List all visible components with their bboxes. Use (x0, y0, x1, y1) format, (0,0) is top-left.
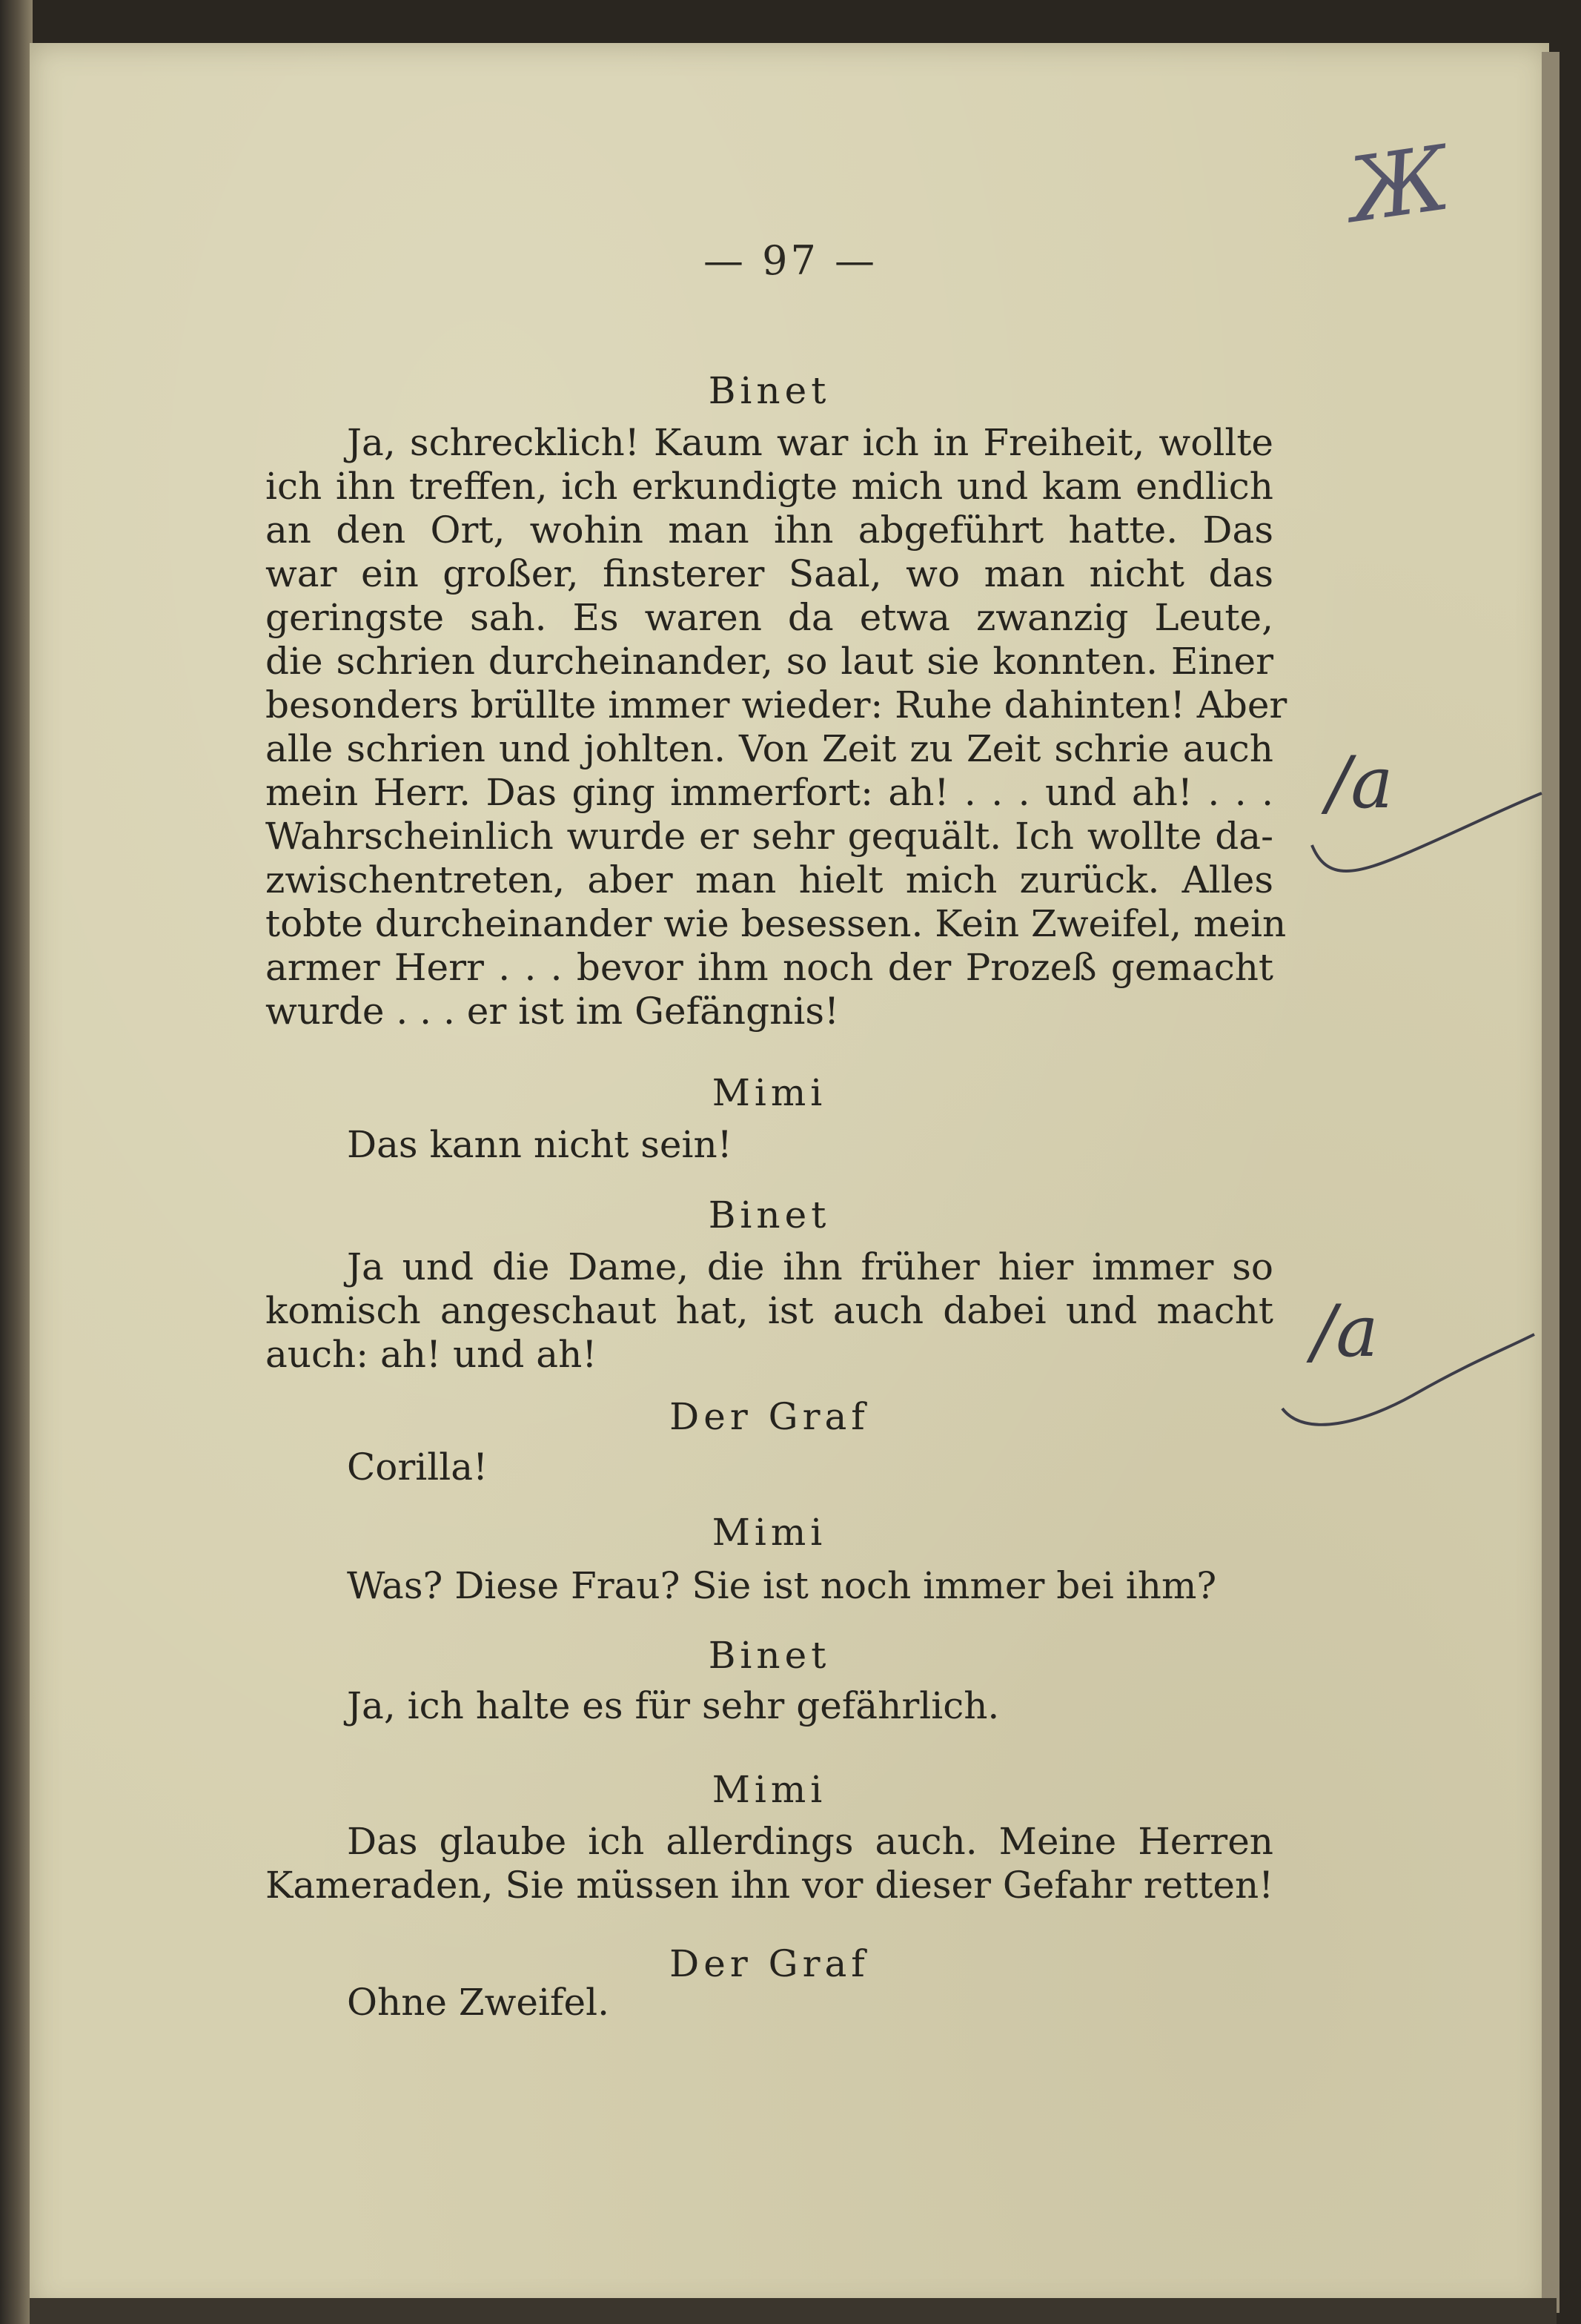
dialogue-paragraph (265, 1820, 1273, 1907)
text-line: ich ihn treffen, ich erkundigte mich und kam endlich (265, 465, 1273, 508)
text-line: geringste sah. Es waren da etwa zwanzig Leute, (265, 596, 1273, 639)
dialogue-paragraph (265, 1123, 1273, 1167)
margin-annotation-top: Ж (1342, 127, 1456, 243)
speaker-name: Binet (708, 369, 831, 412)
dialogue-paragraph (265, 1684, 1273, 1728)
page-number: — 97 — (703, 237, 878, 284)
text-line: armer Herr . . . bevor ihm noch der Prozeß gemacht (265, 946, 1273, 989)
speaker-name: Der Graf (669, 1942, 869, 1985)
margin-annotation-ja-1: /a (1327, 741, 1393, 824)
text-line: Was? Diese Frau? Sie ist noch immer bei ihm? (347, 1564, 1217, 1607)
text-line: Das glaube ich allerdings auch. Meine Herren (347, 1820, 1273, 1863)
text-line: an den Ort, wohin man ihn abgeführt hatte. Das (265, 509, 1273, 552)
dialogue-paragraph (265, 1245, 1273, 1377)
speaker-name: Binet (708, 1194, 831, 1237)
speaker-name: Binet (708, 1634, 831, 1677)
margin-check-mark-2 (1275, 1312, 1542, 1446)
text-line: tobte durcheinander wie besessen. Kein Zweifel, mein (265, 902, 1287, 945)
text-line: Ja, schrecklich! Kaum war ich in Freiheit, wollte (347, 421, 1273, 464)
text-line: war ein großer, finsterer Saal, wo man nicht das (265, 552, 1273, 595)
text-line: Kameraden, Sie müssen ihn vor dieser Gefahr retten! (265, 1864, 1274, 1907)
text-line: Das kann nicht sein! (347, 1123, 732, 1166)
text-line: mein Herr. Das ging immerfort: ah! . . . und ah! . . . (265, 771, 1273, 814)
dialogue-paragraph (265, 1981, 1273, 2025)
page-right-edge (1542, 52, 1560, 2313)
text-line: wurde . . . er ist im Gefängnis! (265, 990, 840, 1033)
text-line: die schrien durcheinander, so laut sie konnten. Einer (265, 640, 1273, 683)
dialogue-paragraph (265, 1564, 1273, 1608)
text-line: Ohne Zweifel. (347, 1981, 609, 2024)
speaker-name: Mimi (712, 1768, 827, 1811)
text-line: auch: ah! und ah! (265, 1333, 597, 1376)
text-line: Ja und die Dame, die ihn früher hier immer so (347, 1245, 1273, 1288)
dialogue-paragraph (265, 421, 1287, 1033)
margin-check-mark-1 (1305, 778, 1549, 897)
page-bottom-shadow (30, 2298, 1557, 2324)
text-line: Wahrscheinlich wurde er sehr gequält. Ich wollte da- (265, 815, 1273, 858)
speaker-name: Mimi (712, 1511, 827, 1554)
speaker-name: Mimi (712, 1071, 827, 1114)
margin-annotation-ja-2: /a (1312, 1290, 1379, 1373)
text-line: komisch angeschaut hat, ist auch dabei und macht (265, 1289, 1273, 1332)
text-line: zwischentreten, aber man hielt mich zurück. Alles (265, 858, 1273, 901)
book-left-edge (0, 0, 33, 2324)
text-line: Corilla! (347, 1446, 488, 1489)
text-line: alle schrien und johlten. Von Zeit zu Zeit schrie auch (265, 727, 1273, 770)
text-line: besonders brüllte immer wieder: Ruhe dahinten! Aber (265, 683, 1287, 726)
text-line: Ja, ich halte es für sehr gefährlich. (347, 1684, 1000, 1727)
speaker-name: Der Graf (669, 1395, 869, 1438)
dialogue-paragraph (265, 1446, 1273, 1489)
